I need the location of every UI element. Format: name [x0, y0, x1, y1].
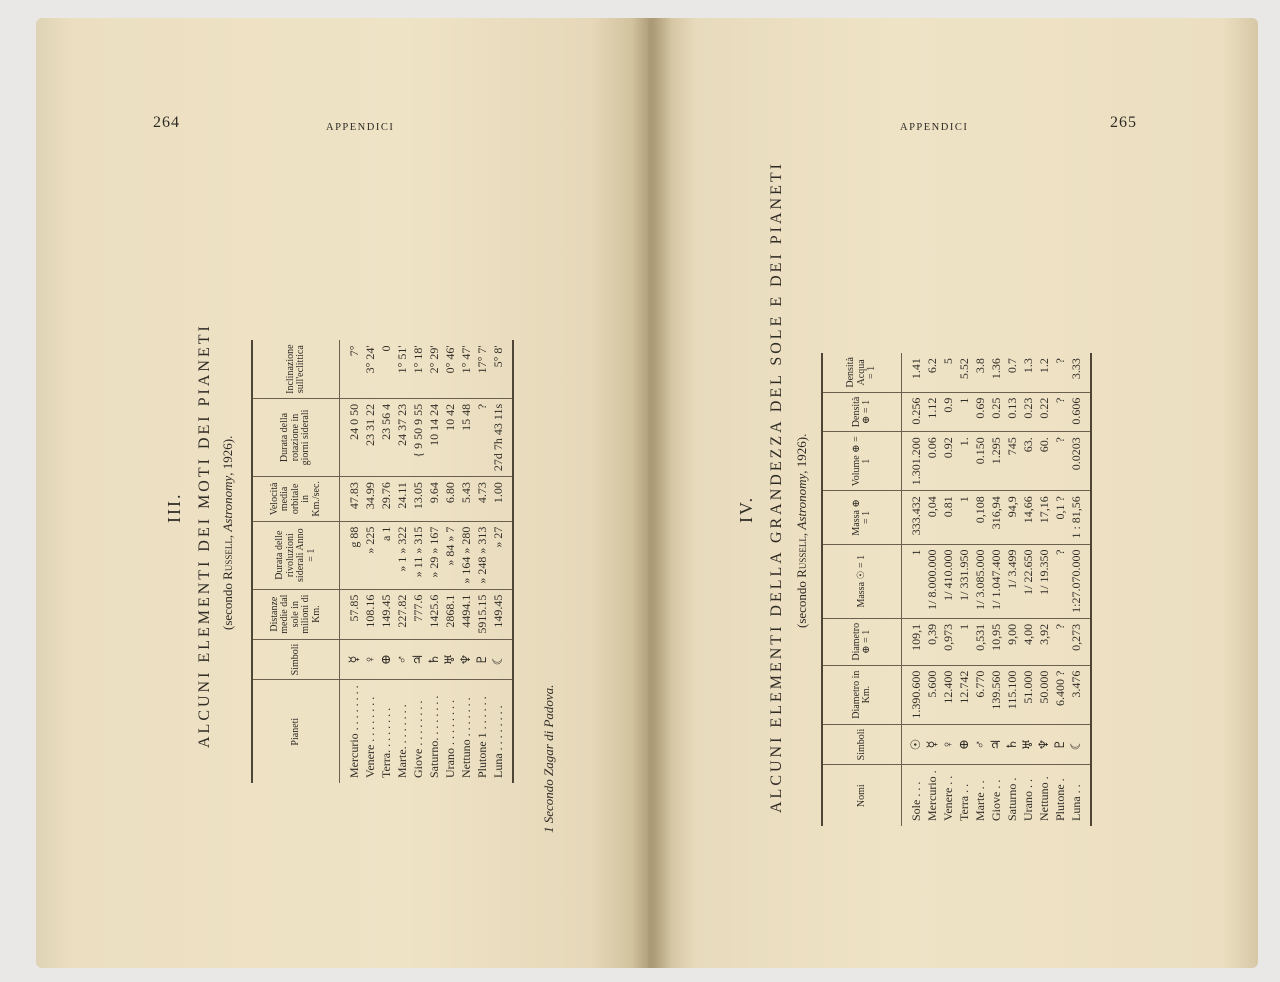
- t4-cell: 94,9: [1004, 491, 1020, 544]
- t4-cell: Mercurio .: [925, 770, 939, 821]
- t4-header-7: Densità ⊕ = 1: [822, 392, 902, 432]
- t4-row: [924, 353, 940, 826]
- t4-cell: 10,95: [988, 618, 1004, 665]
- table-iii: [251, 340, 514, 783]
- t3-header-2: Distanze medie dal sole in milioni di Km.: [252, 589, 340, 639]
- t4-cell: 745: [1004, 432, 1020, 491]
- t4-row: [908, 353, 924, 826]
- t3-cell: 0° 46': [442, 340, 458, 398]
- t4-cell: 0.0203: [1068, 432, 1084, 491]
- t3-cell: 27d 7h 43 11s: [490, 398, 506, 476]
- t3-cell: 5° 8': [490, 340, 506, 398]
- t4-row: [1036, 353, 1052, 826]
- t4-cell: 1.41: [908, 353, 924, 392]
- t4-row: [940, 353, 956, 826]
- t4-cell: 1.2: [1036, 353, 1052, 392]
- t4-cell: 1/ 1.047.400: [988, 544, 1004, 618]
- table-iv-title: ALCUNI ELEMENTI DELLA GRANDEZZA DEL SOLE E DEI PIANETI: [768, 161, 785, 813]
- t3-cell: » 225: [362, 521, 378, 589]
- t4-cell: 50.000: [1036, 665, 1052, 724]
- t4-cell: ?: [1052, 618, 1068, 665]
- t3-cell: 108.16: [362, 589, 378, 639]
- t4-cell: 6.400 ?: [1052, 665, 1068, 724]
- t4-cell: 5.52: [956, 353, 972, 392]
- t4-cell: 1.295: [988, 432, 1004, 491]
- t3-cell: 5915.15: [474, 589, 490, 639]
- t3-cell: g 88: [346, 521, 362, 589]
- t3-cell: ☾: [490, 639, 506, 680]
- t4-cell: Terra . .: [957, 783, 971, 821]
- t4-cell: Luna . .: [1069, 784, 1083, 821]
- t4-cell: 316,94: [988, 491, 1004, 544]
- t3-cell: 10 42: [442, 398, 458, 476]
- t3-cell: ♂: [394, 639, 410, 680]
- t3-cell: » 29 » 167: [426, 521, 442, 589]
- t3-cell: 5.43: [458, 477, 474, 522]
- t4-cell: 0.22: [1036, 392, 1052, 432]
- t3-cell: ♇: [474, 639, 490, 680]
- t4-cell: ♇: [1052, 724, 1068, 765]
- t4-header-4: Massa ☉ = 1: [822, 544, 902, 618]
- t4-cell: 63.: [1020, 432, 1036, 491]
- t4-cell: 139.560: [988, 665, 1004, 724]
- t3-cell: 0: [378, 340, 394, 398]
- t3-cell: ♀: [362, 639, 378, 680]
- section-number-iv: IV.: [736, 495, 756, 523]
- t4-cell: 0.69: [972, 392, 988, 432]
- t3-cell: { 9 50 9 55: [410, 398, 426, 476]
- page-number-left: 264: [153, 114, 180, 131]
- t4-cell: 1/ 19.350: [1036, 544, 1052, 618]
- t4-cell: 1.3: [1020, 353, 1036, 392]
- t4-row: [1068, 353, 1084, 826]
- t4-cell: 3,92: [1036, 618, 1052, 665]
- t4-cell: ♄: [1004, 724, 1020, 765]
- t3-cell: » 84 » 7: [442, 521, 458, 589]
- t3-cell: 24 37 23: [394, 398, 410, 476]
- t4-cell: 0,04: [924, 491, 940, 544]
- t4-cell: Plutone .: [1053, 778, 1067, 821]
- t4-cell: 109,1: [908, 618, 924, 665]
- t4-cell: 3.8: [972, 353, 988, 392]
- t3-cell: 1° 18': [410, 340, 426, 398]
- t4-cell: 0,973: [940, 618, 956, 665]
- t4-cell: Saturno .: [1005, 777, 1019, 821]
- t4-cell: ♂: [972, 724, 988, 765]
- t4-cell: 1/ 331.950: [956, 544, 972, 618]
- t3-cell: Mercurio . . . . . . . .: [347, 685, 361, 778]
- t3-cell: ♃: [410, 639, 426, 680]
- t4-cell: 6.770: [972, 665, 988, 724]
- t4-cell: 1/ 3.085.000: [972, 544, 988, 618]
- t4-cell: 333.432: [908, 491, 924, 544]
- t4-cell: 1.301.200: [908, 432, 924, 491]
- t4-cell: ♃: [988, 724, 1004, 765]
- t3-cell: 777.6: [410, 589, 426, 639]
- t3-cell: 3° 24': [362, 340, 378, 398]
- t3-header-0: Pianeti: [252, 680, 340, 783]
- t4-cell: 12.400: [940, 665, 956, 724]
- running-head-right: APPENDICI: [900, 122, 969, 133]
- t4-cell: 5: [940, 353, 956, 392]
- t4-cell: 1:27.070.000: [1068, 544, 1084, 618]
- t4-cell: 1: [956, 491, 972, 544]
- t4-row: [988, 353, 1004, 826]
- t3-cell: Giove . . . . . . . .: [411, 700, 425, 778]
- t4-cell: 1: [956, 392, 972, 432]
- t4-row: [956, 353, 972, 826]
- t4-cell: 0,531: [972, 618, 988, 665]
- t4-cell: ?: [1052, 392, 1068, 432]
- t4-cell: ♀: [940, 724, 956, 765]
- t4-cell: 0,108: [972, 491, 988, 544]
- t3-cell: 2° 29': [426, 340, 442, 398]
- t4-header-8: Densità Acqua = 1: [822, 353, 902, 392]
- t3-cell: 9.64: [426, 477, 442, 522]
- t4-row: [1052, 353, 1068, 826]
- t4-cell: 0.25: [988, 392, 1004, 432]
- t3-cell: 1425.6: [426, 589, 442, 639]
- t4-cell: ?: [1052, 544, 1068, 618]
- t4-cell: 4,00: [1020, 618, 1036, 665]
- t3-cell: ♅: [442, 639, 458, 680]
- t3-cell: ♄: [426, 639, 442, 680]
- t3-cell: » 248 » 313: [474, 521, 490, 589]
- t4-cell: 5.600: [924, 665, 940, 724]
- t3-row: [458, 340, 474, 783]
- t4-cell: 1/ 8.000.000: [924, 544, 940, 618]
- t3-header-3: Durata delle rivoluzioni siderali Anno = 1: [252, 521, 340, 589]
- left-page: [36, 18, 652, 968]
- t4-header-0: Nomi: [822, 765, 902, 826]
- t4-cell: 0.7: [1004, 353, 1020, 392]
- t4-cell: 0.23: [1020, 392, 1036, 432]
- t4-cell: 0,273: [1068, 618, 1084, 665]
- book-spine: [632, 18, 672, 968]
- t4-cell: 3.476: [1068, 665, 1084, 724]
- t4-cell: 0,39: [924, 618, 940, 665]
- t4-cell: Nettuno .: [1037, 776, 1051, 821]
- t4-cell: Venere . .: [941, 775, 955, 821]
- t3-cell: » 11 » 315: [410, 521, 426, 589]
- open-book: [36, 18, 1258, 968]
- t3-cell: Terra. . . . . . . .: [379, 707, 393, 778]
- t4-header-3: Diametro ⊕ = 1: [822, 618, 902, 665]
- t3-cell: 1° 51': [394, 340, 410, 398]
- t3-cell: 23 56 4: [378, 398, 394, 476]
- t4-cell: 1/ 410.000: [940, 544, 956, 618]
- t4-cell: 0.150: [972, 432, 988, 491]
- t4-cell: ♅: [1020, 724, 1036, 765]
- t3-cell: 47.83: [346, 477, 362, 522]
- t3-cell: 10 14 24: [426, 398, 442, 476]
- t4-cell: Urano . .: [1021, 779, 1035, 821]
- t4-header-1: Simboli: [822, 724, 902, 765]
- t3-cell: » 164 » 280: [458, 521, 474, 589]
- t4-cell: 0.81: [940, 491, 956, 544]
- t3-row: [346, 340, 362, 783]
- t3-cell: Marte. . . . . . . .: [395, 704, 409, 778]
- t4-cell: 0.06: [924, 432, 940, 491]
- t4-cell: 0.13: [1004, 392, 1020, 432]
- t4-cell: ?: [1052, 353, 1068, 392]
- t3-row: [474, 340, 490, 783]
- t3-cell: 149.45: [378, 589, 394, 639]
- table-iii-subtitle: (secondo Russell, Astronomy, 1926).: [220, 435, 235, 630]
- table-iv: [821, 353, 1092, 826]
- t3-cell: 1° 47': [458, 340, 474, 398]
- t4-cell: 115.100: [1004, 665, 1020, 724]
- t3-cell: 2868.1: [442, 589, 458, 639]
- t4-cell: 1.390.600: [908, 665, 924, 724]
- t3-cell: 149.45: [490, 589, 506, 639]
- table-iii-title: ALCUNI ELEMENTI DEI MOTI DEI PIANETI: [196, 323, 213, 748]
- t4-cell: ☿: [924, 724, 940, 765]
- t4-header-6: Volume ⊕ = 1: [822, 432, 902, 491]
- t4-header-2: Diametro in Km.: [822, 665, 902, 724]
- t4-row: [972, 353, 988, 826]
- t3-cell: ♆: [458, 639, 474, 680]
- t4-cell: 1.12: [924, 392, 940, 432]
- t3-cell: a 1: [378, 521, 394, 589]
- t4-cell: ♆: [1036, 724, 1052, 765]
- t4-cell: 1/ 22.650: [1020, 544, 1036, 618]
- t3-cell: 4494.1: [458, 589, 474, 639]
- t4-cell: 3.33: [1068, 353, 1084, 392]
- t3-cell: 1.00: [490, 477, 506, 522]
- t3-row: [378, 340, 394, 783]
- t4-cell: 1/ 3.499: [1004, 544, 1020, 618]
- t3-cell: 7°: [346, 340, 362, 398]
- t4-header-5: Massa ⊕ = 1: [822, 491, 902, 544]
- t4-cell: 60.: [1036, 432, 1052, 491]
- t3-cell: 227.82: [394, 589, 410, 639]
- t3-cell: 24.11: [394, 477, 410, 522]
- right-page: [648, 18, 1258, 968]
- t3-cell: Luna . . . . . . . .: [491, 705, 505, 778]
- t3-header-1: Simboli: [252, 639, 340, 680]
- t3-header-5: Durata della rotazione in giorni siderali: [252, 398, 340, 476]
- section-number-iii: III.: [164, 492, 184, 523]
- t4-cell: 0.92: [940, 432, 956, 491]
- t3-cell: 17° 7': [474, 340, 490, 398]
- t4-cell: 14,66: [1020, 491, 1036, 544]
- t4-cell: 0.9: [940, 392, 956, 432]
- t4-cell: 1.: [956, 432, 972, 491]
- t4-cell: ?: [1052, 432, 1068, 491]
- t3-header-4: Velocità media orbitale in Km./sec.: [252, 477, 340, 522]
- t4-cell: Sole . . .: [909, 781, 923, 821]
- t3-cell: 15 48: [458, 398, 474, 476]
- t4-cell: 1: [908, 544, 924, 618]
- t3-cell: 57.85: [346, 589, 362, 639]
- footnote: 1 Secondo Zagar di Padova.: [541, 684, 556, 833]
- t4-cell: 1.36: [988, 353, 1004, 392]
- t3-cell: 24 0 50: [346, 398, 362, 476]
- t3-cell: » 27: [490, 521, 506, 589]
- t3-cell: Plutone 1 . . . . . .: [475, 696, 489, 778]
- t3-row: [442, 340, 458, 783]
- table-iv-subtitle: (secondo Russell, Astronomy, 1926).: [794, 433, 809, 628]
- t4-cell: 0.606: [1068, 392, 1084, 432]
- t3-row: [410, 340, 426, 783]
- t3-cell: ☿: [346, 639, 362, 680]
- t4-cell: 1: [956, 618, 972, 665]
- t4-cell: 1 : 81,56: [1068, 491, 1084, 544]
- t4-cell: 9,00: [1004, 618, 1020, 665]
- t3-header-6: Inclinazione sull'eclittica: [252, 340, 340, 398]
- t3-cell: 29.76: [378, 477, 394, 522]
- t3-cell: Nettuno . . . . . . .: [459, 697, 473, 778]
- t4-row: [1004, 353, 1020, 826]
- t3-cell: 4.73: [474, 477, 490, 522]
- t3-row: [362, 340, 378, 783]
- t4-cell: ⊕: [956, 724, 972, 765]
- t4-cell: Giove . .: [989, 779, 1003, 821]
- t4-cell: 6.2: [924, 353, 940, 392]
- t3-cell: Urano . . . . . . . .: [443, 700, 457, 778]
- t4-cell: 51.000: [1020, 665, 1036, 724]
- t4-cell: 17,16: [1036, 491, 1052, 544]
- t3-cell: 6.80: [442, 477, 458, 522]
- t4-cell: 0.256: [908, 392, 924, 432]
- running-head-left: APPENDICI: [326, 122, 395, 133]
- t3-cell: 34.99: [362, 477, 378, 522]
- t3-cell: ⊕: [378, 639, 394, 680]
- page-number-right: 265: [1110, 114, 1137, 131]
- t4-row: [1020, 353, 1036, 826]
- t3-cell: ?: [474, 398, 490, 476]
- t3-row: [426, 340, 442, 783]
- t4-cell: ☾: [1068, 724, 1084, 765]
- t3-cell: Saturno. . . . . . . .: [427, 695, 441, 778]
- t3-cell: 23 31 22: [362, 398, 378, 476]
- t4-cell: Marte . .: [973, 780, 987, 821]
- t3-cell: 13.05: [410, 477, 426, 522]
- t3-row: [490, 340, 506, 783]
- t4-cell: 0,1 ?: [1052, 491, 1068, 544]
- t4-cell: 12.742: [956, 665, 972, 724]
- t3-cell: Venere . . . . . . . .: [363, 696, 377, 778]
- t3-cell: » 1 » 322: [394, 521, 410, 589]
- t4-cell: ☉: [908, 724, 924, 765]
- t3-row: [394, 340, 410, 783]
